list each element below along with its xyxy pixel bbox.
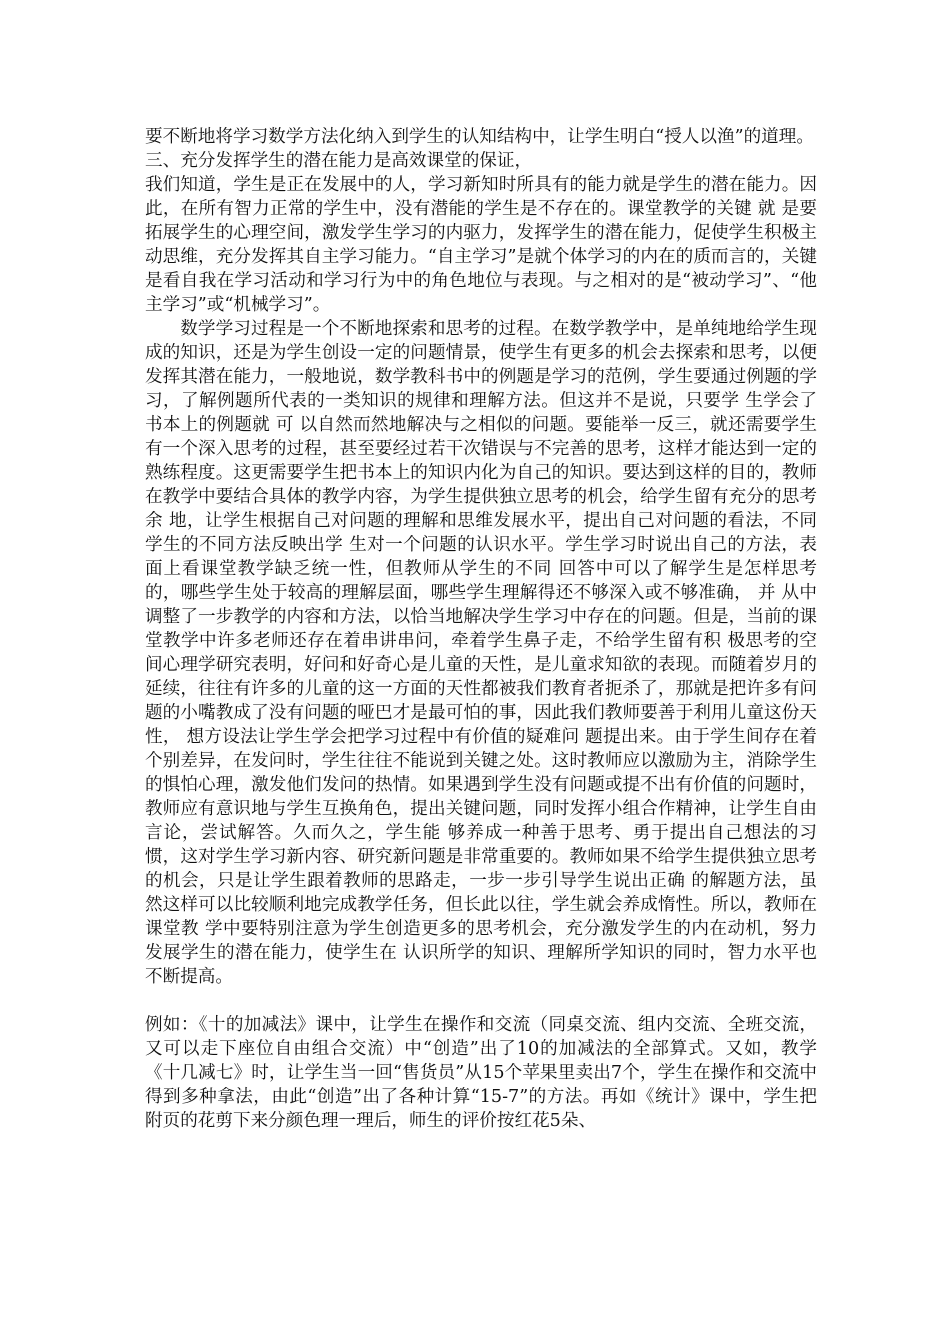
document-body — [145, 125, 817, 1133]
paragraph-spacer — [145, 989, 817, 1013]
paragraph-examples: 例如：《十的加减法》课中，让学生在操作和交流（同桌交流、组内交流、全班交流，又可以走下座位自由组合交流）中“创造”出了10的加减法的全部算式。又如，教学《十几减七》时，让学生当一回“售货员”从15个苹果里卖出7个，学生在操作和交流中得到多种拿法，由此“创造”出了各种计算“15-7”的方法。再如《统计》课中，学生把附页的花剪下来分颜色理一理后，师生的评价按红花5朵、 — [145, 1015, 817, 1131]
section-heading-three: 三、充分发挥学生的潜在能力是高效课堂的保证， — [145, 151, 533, 171]
paragraph-math-learning-process: 数学学习过程是一个不断地探索和思考的过程。在数学教学中，是单纯地给学生现成的知识，还是为学生创设一定的问题情景，使学生有更多的机会去探索和思考，以便发挥其潜在能力，一般地说，数学教科书中的例题是学习的范例，学生要通过例题的学习，了解例题所代表的一类知识的规律和理解方法。但这并不是说，只要学 生学会了书本上的例题就 可 以自然而然地解决与之相似的问题。要能举一反三，就还需要学生有一个深入思考的过程，甚至要经过若干次错误与不完善的思考，这样才能达到一定的熟练程度。这更需要学生把书本上的知识内化为自己的知识。要达到这样的目的，教师在教学中要结合具体的教学内容，为学生提供独立思考的机会，给学生留有充分的思考余 地，让学生根据自己对问题的理解和思维发展水平，提出自己对问题的看法，不同学生的不同方法反映出学 生对一个问题的认识水平。学生学习时说出自己的方法，表面上看课堂教学缺乏统一性，但教师从学生的不同 回答中可以了解学生是怎样思考的，哪些学生处于较高的理解层面，哪些学生理解得还不够深入或不够准确， 并 从中调整了一步教学的内容和方法，以恰当地解决学生学习中存在的问题。但是，当前的课堂教学中许多老师还存在着串讲串问，牵着学生鼻子走，不给学生留有积 极思考的空间心理学研究表明，好问和好奇心是儿童的天性，是儿童求知欲的表现。而随着岁月的延续，往往有许多的儿童的这一方面的天性都被我们教育者扼杀了，那就是把许多有问题的小嘴教成了没有问题的哑巴才是最可怕的事，因此我们教师要善于利用儿童这份天性， 想方设法让学生学会把学习过程中有价值的疑难问 题提出来。由于学生间存在着个别差异，在发问时，学生往往不能说到关键之处。这时教师应以激励为主，消除学生的惧怕心理，激发他们发问的热情。如果遇到学生没有问题或提不出有价值的问题时，教师应有意识地与学生互换角色，提出关键问题，同时发挥小组合作精神，让学生自由言论，尝试解答。久而久之，学生能 够养成一种善于思考、勇于提出自己想法的习惯，这对学生学习新内容、研究新问题是非常重要的。教师如果不给学生提供独立思考的机会，只是让学生跟着教师的思路走，一步一步引导学生说出正确 的解题方法，虽然这样可以比较顺利地完成教学任务，但长此以往，学生就会养成惰性。所以，教师在课堂教 学中要特别注意为学生创造更多的思考机会，充分激发学生的内在动机，努力发展学生的潜在能力，使学生在 认识所学的知识、理解所学知识的同时，智力水平也不断提高。 — [145, 319, 817, 987]
paragraph-potential-ability: 我们知道，学生是正在发展中的人，学习新知时所具有的能力就是学生的潜在能力。因此，在所有智力正常的学生中，没有潜能的学生是不存在的。课堂教学的关键 就 是要拓展学生的心理空间，激发学生学习的内驱力，发挥学生的潜在能力，促使学生积极主动思维，充分发挥其自主学习能力。“自主学习”是就个体学习的内在的质而言的，关键是看自我在学习活动和学习行为中的角色地位与表现。与之相对的是“被动学习”、“他主学习”或“机械学习”。 — [145, 175, 817, 315]
paragraph-method-summary: 要不断地将学习数学方法化纳入到学生的认知结构中，让学生明白“授人以渔”的道理。 — [145, 127, 814, 147]
